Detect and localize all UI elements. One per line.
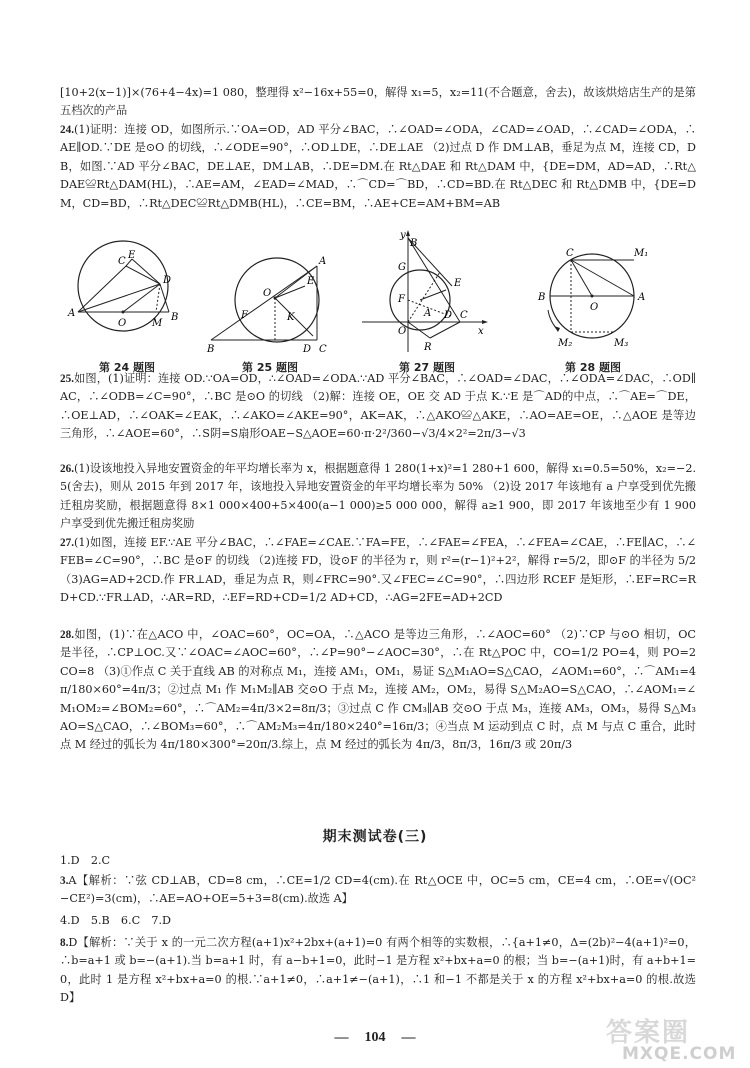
label-b: B bbox=[410, 238, 418, 249]
figure-row bbox=[60, 226, 700, 374]
figure-27-diagram bbox=[360, 226, 490, 358]
label-f: F bbox=[398, 294, 405, 305]
question-number: 8. bbox=[60, 937, 69, 949]
label-r: R bbox=[424, 342, 432, 353]
label-m2: M₂ bbox=[558, 338, 573, 349]
question-number: 3. bbox=[60, 875, 69, 887]
figure-25 bbox=[205, 226, 335, 354]
label-c: C bbox=[118, 256, 126, 267]
label-g: G bbox=[398, 262, 406, 273]
label-e: E bbox=[454, 278, 462, 289]
label-d: D bbox=[163, 275, 172, 286]
page-number-value: 104 bbox=[364, 1030, 386, 1045]
label-c: C bbox=[319, 344, 327, 354]
answer-24-text: (1)证明：连接 OD，如图所示.∵OA=OD，AD 平分∠BAC，∴∠OAD=∠ODA，∠CAD=∠OAD，∴∠CAD=∠ODA，∴AE∥OD.∵DE 是⊙O 的切线，∴∠ODE=90°，∴OD⊥DE，∴DE⊥AE （2)过点 D 作 DM⊥AB，垂足为点 M，连接 CD，DB，如图.∵AD 平分∠BAC，DE⊥AE，DM⊥AB，∴DE=DM.在 Rt△DAE 和 Rt△DAM 中，{DE=DM，AD=AD，∴Rt△DAE≌Rt△DAM(HL)，∴AE=AM，∠EAD=∠MAD，∴⌒CD=⌒BD，∴CD=BD.在 Rt△DEC 和 Rt△DMB 中，{DE=DM，CD=BD，∴Rt△DEC≌Rt△DMB(HL)，∴CE=BM，∴AE+CE=AM+BM=AB bbox=[60, 123, 696, 210]
figure-28-diagram bbox=[530, 226, 660, 354]
caption-24: 第 24 题图 bbox=[99, 361, 155, 374]
page-number-dash-right: — bbox=[401, 1030, 416, 1045]
label-d: D bbox=[303, 344, 312, 354]
answer-27 bbox=[60, 534, 696, 608]
watermark-url: MXQE.COM bbox=[622, 1044, 737, 1064]
answer-27-text: (1)如图，连接 EF.∵AE 平分∠BAC，∴∠FAE=∠CAE.∵FA=FE，∴∠FAE=∠FEA，∴∠FEA=∠CAE，∴FE∥AC，∴∠FEB=∠C=90°，∴BC 是⊙F 的切线 （2)连接 FD，设⊙F 的半径为 r，则 r²=(r−1)²+2²，解得 r=5/2，即⊙F 的半径为 5/2 （3)AG=AD+2CD.作 FR⊥AD，垂足为点 R，则∠FRC=90°.又∠FEC=∠C=90°，∴四边形 RCEF 是矩形，∴EF=RC=RD+CD.∵FR⊥AD，∴AR=RD，∴EF=RD+CD=1/2 AD+CD，∴AG=2FE=AD+2CD bbox=[60, 536, 696, 605]
answer-26-text: (1)设该地投入异地安置资金的年平均增长率为 x，根据题意得 1 280(1+x)²=1 280+1 600，解得 x₁=0.5=50%，x₂=−2.5(舍去)，则从 2015 年到 2017 年，该地投入异地安置资金的年平均增长率为 50% （2)设 2017 年该地有 a 户享受到优先搬迁租房奖励，根据题意得 8×1 000×400+5×400(a−1 000)≥5 000 000，解得 a≥1 900，即 2017 年该地至少有 1 900 户享受到优先搬迁租房奖励 bbox=[60, 462, 696, 531]
answer-3-text: A【解析：∵弦 CD⊥AB，CD=8 cm，∴CE=1/2 CD=4(cm).在 Rt△OCE 中，OC=5 cm，CE=4 cm，∴OE=√(OC²−CE²)=3(cm)，∴AE=AO+OE=5+3=8(cm).故选 A】 bbox=[60, 874, 696, 906]
label-a: A bbox=[319, 256, 327, 267]
label-o: O bbox=[263, 288, 272, 299]
answer-3 bbox=[60, 872, 696, 909]
page-number-dash-left: — bbox=[334, 1030, 349, 1045]
watermark bbox=[600, 1012, 750, 1068]
answer-28-text: 如图，(1)∵在△ACO 中，∠OAC=60°，OC=OA，∴△ACO 是等边三角形，∴∠AOC=60° （2)∵CP 与⊙O 相切，OC 是半径，∴CP⊥OC.又∵∠OAC=∠AOC=60°，∴∠P=90°−∠AOC=30°，∴在 Rt△POC 中，CO=1/2 PO=4，则 PO=2CO=8 （3)①作点 C 关于直线 AB 的对称点 M₁，连接 AM₁，OM₁，易证 S△M₁AO=S△CAO，∠AOM₁=60°，∴⌒AM₁=4π/180×60°=4π/3；②过点 M₁ 作 M₁M₂∥AB 交⊙O 于点 M₂，连接 AM₂，OM₂，易得 S△M₂AO=S△CAO，∴∠AOM₁=∠M₁OM₂=∠BOM₂=60°，∴⌒AM₂=4π/3×2=8π/3；③过点 C 作 CM₃∥AB 交⊙O 于点 M₃，连接 AM₃，OM₃，易得 S△M₃AO=S△CAO，∴∠BOM₃=60°，∴⌒AM₂M₃=4π/180×240°=16π/3；④当点 M 运动到点 C 时，点 M 与点 C 重合，此时点 M 经过的弧长为 4π/180×300°=20π/3.综上，点 M 经过的弧长为 4π/3，8π/3，16π/3 或 20π/3 bbox=[60, 628, 696, 752]
question-number: 26. bbox=[60, 463, 74, 475]
label-c: C bbox=[460, 310, 468, 321]
watermark-logo-text: 答案圈 bbox=[606, 1018, 691, 1048]
label-e: E bbox=[128, 250, 136, 261]
figure-24-diagram bbox=[66, 226, 186, 354]
question-number: 24. bbox=[60, 124, 74, 136]
label-a: A bbox=[68, 308, 76, 319]
label-b: B bbox=[171, 312, 179, 323]
label-o: O bbox=[398, 326, 407, 337]
label-a: A bbox=[638, 292, 646, 303]
label-b: B bbox=[538, 292, 546, 303]
label-o: O bbox=[118, 318, 127, 329]
caption-28: 第 28 题图 bbox=[565, 361, 621, 374]
answer-25-text: 如图，(1)证明：连接 OD.∵OA=OD，∴∠OAD=∠ODA.∵AD 平分∠BAC，∴∠OAD=∠DAC，∴∠ODA=∠DAC，∴OD∥AC，∴∠ODB=∠C=90°，∴BC 是⊙O 的切线 （2)解：连接 OE，OE 交 AD 于点 K.∵E 是⌒AD的中点，∴⌒AE=⌒DE，∴OE⊥AD，∴∠OAK=∠EAK，∴∠AKO=∠AKE=90°，AK=AK，∴△AKO≌△AKE，∴AO=AE=OE，∴△AOE 是等边三角形，∴∠AOE=60°，∴S阴=S扇形OAE−S△AOE=60·π·2²/360−√3/4×2²=2π/3−√3 bbox=[60, 372, 696, 441]
label-b: B bbox=[207, 344, 215, 354]
label-d: D bbox=[444, 310, 453, 321]
section-title: 期末测试卷(三) bbox=[322, 829, 428, 845]
label-x: x bbox=[478, 326, 484, 337]
answer-25 bbox=[60, 370, 696, 444]
label-m1: M₁ bbox=[634, 248, 649, 259]
label-f: F bbox=[241, 310, 248, 321]
label-m3: M₃ bbox=[614, 338, 629, 349]
answer-23-tail bbox=[60, 84, 696, 121]
figure-27 bbox=[360, 226, 490, 358]
label-m: M bbox=[152, 318, 163, 329]
label-e: E bbox=[307, 276, 315, 287]
answer-8 bbox=[60, 934, 696, 1008]
figure-28 bbox=[530, 226, 660, 354]
answers-1-2: 1.D 2.C bbox=[60, 854, 111, 867]
figure-24 bbox=[66, 226, 186, 354]
figure-25-diagram bbox=[205, 226, 335, 354]
label-c: C bbox=[566, 248, 574, 259]
answer-28 bbox=[60, 626, 696, 755]
label-a: A bbox=[424, 308, 432, 319]
question-number: 28. bbox=[60, 629, 74, 641]
label-o: O bbox=[590, 302, 599, 313]
answers-4-7: 4.D 5.B 6.C 7.D bbox=[60, 914, 171, 927]
answer-26 bbox=[60, 460, 696, 534]
label-y: y bbox=[400, 230, 406, 241]
caption-25: 第 25 题图 bbox=[242, 361, 298, 374]
question-number: 25. bbox=[60, 373, 74, 385]
label-k: K bbox=[287, 312, 295, 323]
caption-27: 第 27 题图 bbox=[399, 361, 455, 374]
answer-24 bbox=[60, 121, 696, 213]
answer-8-text: D【解析：∵关于 x 的一元二次方程(a+1)x²+2bx+(a+1)=0 有两个相等的实数根，∴{a+1≠0，Δ=(2b)²−4(a+1)²=0，∴b=a+1 或 b=−(a+1).当 b=a+1 时，有 a−b+1=0，此时−1 是方程 x²+bx+a=0 的根；当 b=−(a+1)时，有 a+b+1=0，此时 1 是方程 x²+bx+a=0 的根.∵a+1≠0，∴a+1≠−(a+1)，∴1 和−1 不都是关于 x 的方程 x²+bx+a=0 的根.故选 D】 bbox=[60, 936, 696, 1005]
question-number: 27. bbox=[60, 537, 74, 549]
answer-23-text: [10+2(x−1)]×(76+4−4x)=1 080，整理得 x²−16x+55=0，解得 x₁=5，x₂=11(不合题意，舍去)，故该烘焙店生产的是第五档次的产品 bbox=[60, 86, 696, 118]
